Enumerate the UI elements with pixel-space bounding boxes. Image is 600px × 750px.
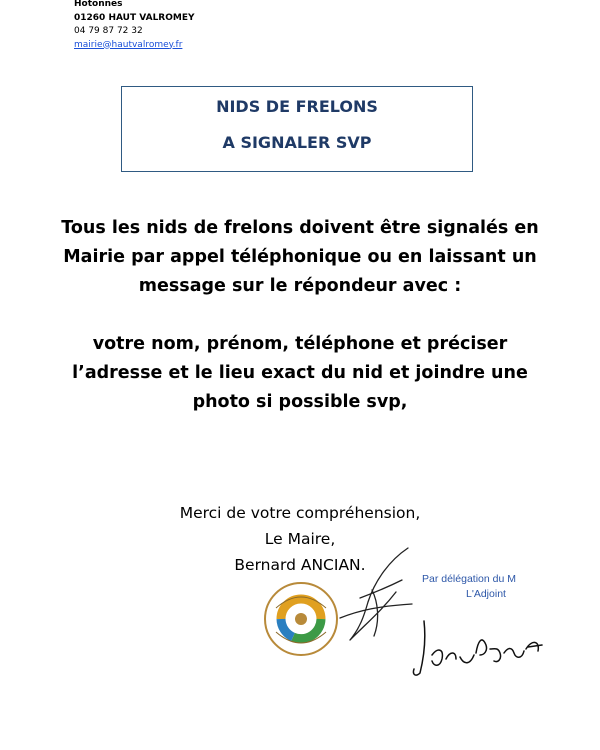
details-line-2: l’adresse et le lieu exact du nid et joindre une [72, 363, 528, 383]
title-line-1: NIDS DE FRELONS [216, 97, 378, 116]
title-box [121, 86, 473, 172]
instruction-line-1: Tous les nids de frelons doivent être signalés en [61, 218, 539, 238]
instruction-line-3: message sur le répondeur avec : [138, 276, 462, 296]
deputy-signature [410, 615, 570, 685]
details-line-1: votre nom, prénom, téléphone et préciser [92, 334, 508, 354]
delegation-text: Par délégation du M [422, 573, 516, 585]
closing-role: Le Maire, [264, 530, 336, 548]
delegation-stamp [422, 572, 600, 602]
instruction-paragraph [60, 214, 540, 301]
letterhead-address: 01260 HAUT VALROMEY [74, 12, 195, 23]
letterhead-email-link[interactable]: mairie@hautvalromey.fr [74, 39, 183, 50]
closing-name: Bernard ANCIAN. [234, 556, 366, 574]
details-line-3: photo si possible svp, [192, 392, 408, 412]
letterhead [74, 0, 195, 52]
letterhead-place: Hotonnes [74, 0, 123, 9]
instruction-line-2: Mairie par appel téléphonique ou en laissant un [63, 247, 537, 267]
details-paragraph [60, 330, 540, 417]
title-line-2: A SIGNALER SVP [222, 133, 372, 152]
deputy-text: L'Adjoint [466, 588, 506, 600]
letterhead-phone: 04 79 87 72 32 [74, 26, 143, 36]
closing-thanks: Merci de votre compréhension, [179, 504, 421, 522]
